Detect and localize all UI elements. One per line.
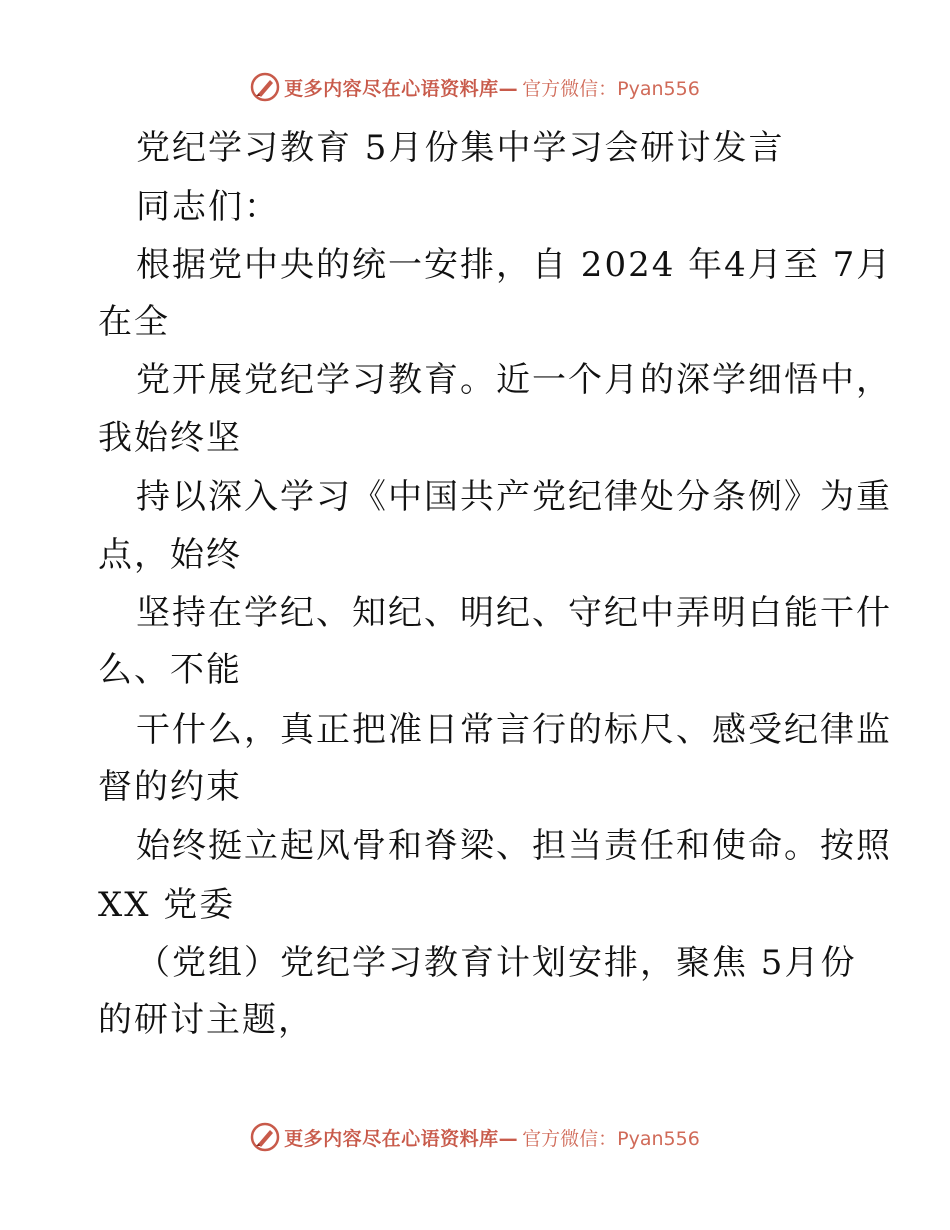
text-line: 督的约束 [98, 767, 242, 807]
text-line: 持以深入学习《中国共产党纪律处分条例》为重 [136, 477, 892, 517]
text-line: （党组）党纪学习教育计划安排，聚焦 5月份 [136, 943, 857, 983]
pen-seal-logo-icon [250, 72, 280, 102]
text-line: XX 党委 [98, 885, 236, 925]
text-line: 党开展党纪学习教育。近一个月的深学细悟中， [136, 360, 892, 400]
text-line: 在全 [98, 302, 170, 342]
text-line: 坚持在学纪、知纪、明纪、守纪中弄明白能干什 [136, 593, 892, 633]
watermark-wechat: 官方微信：Pyan556 [522, 1127, 700, 1150]
watermark-text: 更多内容尽在心语资料库— [284, 1127, 519, 1150]
text-line: 么、不能 [98, 650, 242, 690]
text-line: 我始终坚 [98, 418, 242, 458]
text-line: 干什么，真正把准日常言行的标尺、感受纪律监 [136, 710, 892, 750]
header-watermark [0, 72, 950, 102]
text-line: 始终挺立起风骨和脊梁、担当责任和使命。按照 [136, 826, 892, 866]
pen-seal-logo-icon [250, 1122, 280, 1152]
watermark-text: 更多内容尽在心语资料库— [284, 77, 519, 100]
text-line: 的研讨主题， [98, 1000, 314, 1040]
document-title: 党纪学习教育 5月份集中学习会研讨发言 [136, 128, 785, 168]
footer-watermark [0, 1122, 950, 1152]
greeting: 同志们： [136, 187, 280, 227]
text-line: 根据党中央的统一安排，自 2024 年4月至 7月 [136, 245, 893, 285]
watermark-wechat: 官方微信：Pyan556 [522, 77, 700, 100]
text-line: 点，始终 [98, 535, 242, 575]
